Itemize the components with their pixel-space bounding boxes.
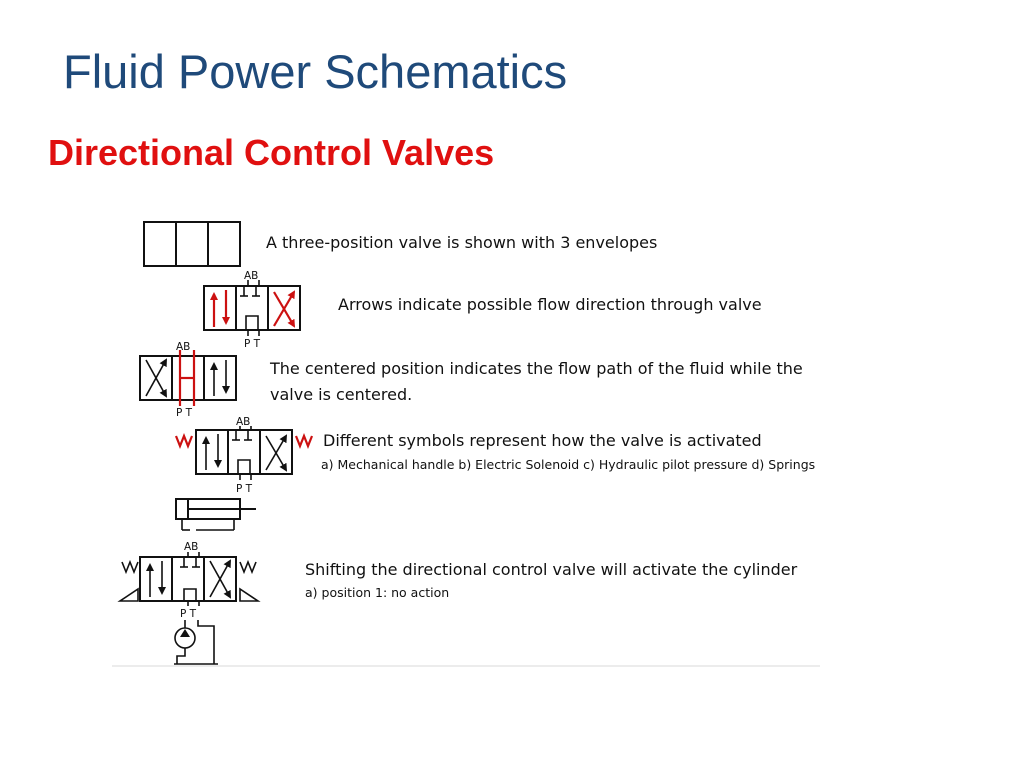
spring-icon (122, 562, 138, 572)
spring-icon (296, 436, 312, 446)
row4-caption: Different symbols represent how the valve is activated (323, 431, 762, 450)
port-label-ab: AB (236, 416, 251, 428)
port-label-pt: P T (236, 483, 253, 495)
row3-caption-line1: The centered position indicates the flow path of the fluid while the (270, 359, 803, 378)
port-label-pt: P T (176, 407, 193, 419)
row4-detail: a) Mechanical handle b) Electric Solenoid c) Hydraulic pilot pressure d) Springs (321, 457, 816, 472)
cylinder-symbol (176, 499, 256, 530)
spring-icon (176, 436, 192, 446)
port-label-ab: AB (244, 270, 259, 282)
port-label-ab: AB (176, 341, 191, 353)
row5-detail: a) position 1: no action (305, 585, 450, 600)
pump-icon (174, 620, 218, 664)
actuated-valve-symbol (176, 416, 312, 495)
slide-subtitle: Directional Control Valves (48, 132, 495, 173)
port-label-pt: P T (180, 608, 197, 620)
row2-caption: Arrows indicate possible flow direction through valve (338, 295, 762, 314)
row1-caption: A three-position valve is shown with 3 envelopes (266, 233, 658, 252)
valve-with-cylinder-symbol (120, 541, 258, 620)
spring-icon (240, 562, 256, 572)
row5-caption: Shifting the directional control valve will activate the cylinder (305, 560, 798, 579)
centered-position-valve-symbol (140, 341, 236, 419)
port-label-ab: AB (184, 541, 199, 553)
three-envelope-symbol (144, 222, 240, 266)
port-label-pt: P T (244, 338, 261, 350)
row3-caption-line2: valve is centered. (270, 385, 413, 404)
slide-title: Fluid Power Schematics (63, 45, 568, 98)
flow-arrows-valve-symbol (204, 270, 300, 350)
